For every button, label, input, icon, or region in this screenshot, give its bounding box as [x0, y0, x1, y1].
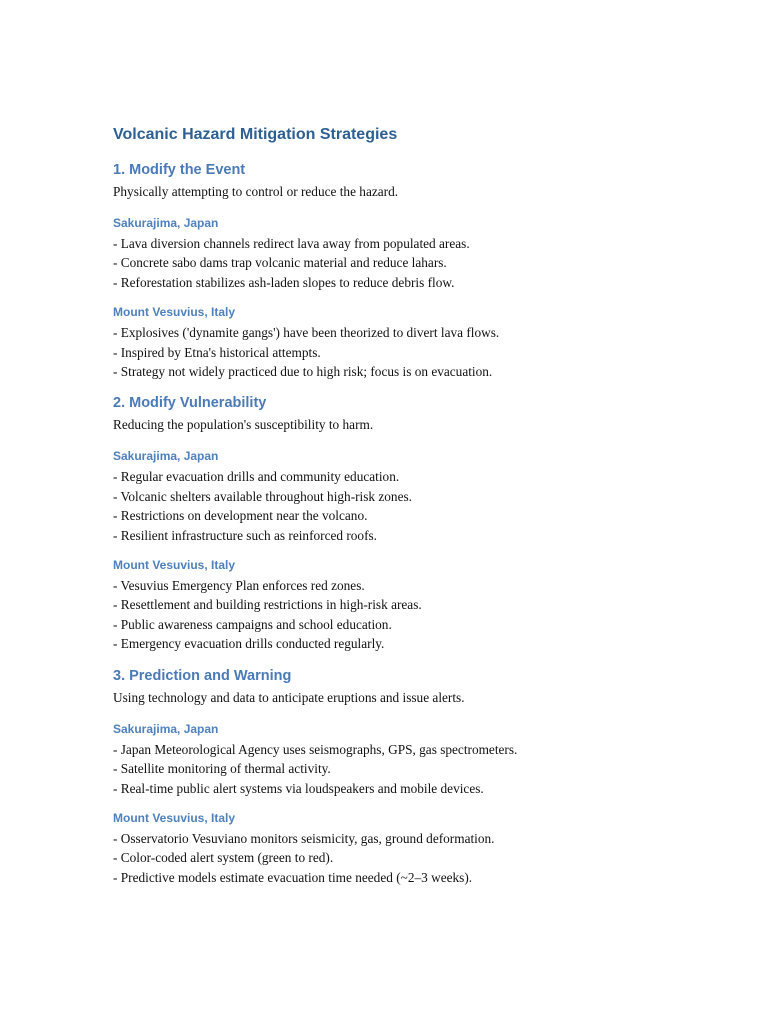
section-intro: Physically attempting to control or reduce the hazard. [113, 184, 399, 199]
bullet-point: - Resilient infrastructure such as reinforced roofs. [113, 527, 377, 543]
section-heading: 2. Modify Vulnerability [113, 395, 267, 412]
bullet-point: - Color-coded alert system (green to red). [113, 850, 334, 866]
document-page [113, 124, 713, 899]
section [113, 160, 713, 381]
bullet-point: - Osservatorio Vesuviano monitors seismicity, gas, ground deformation. [113, 830, 495, 846]
document-title: Volcanic Hazard Mitigation Strategies [113, 126, 398, 143]
document-body [113, 160, 713, 887]
bullet-point: - Predictive models estimate evacuation time needed (~2–3 weeks). [113, 869, 473, 885]
section [113, 393, 713, 653]
case-study [113, 304, 713, 381]
bullet-point: - Concrete sabo dams trap volcanic material and reduce lahars. [113, 255, 447, 271]
bullet-point: - Lava diversion channels redirect lava away from populated areas. [113, 236, 470, 251]
bullet-point: - Resettlement and building restrictions in high-risk areas. [113, 597, 422, 613]
case-study-location: Mount Vesuvius, Italy [113, 810, 236, 825]
section-heading: 1. Modify the Event [113, 162, 246, 178]
case-study [113, 810, 713, 887]
bullet-point: - Volcanic shelters available throughout high-risk zones. [113, 488, 412, 504]
bullet-point: - Vesuvius Emergency Plan enforces red zones. [113, 578, 365, 594]
bullet-point: - Reforestation stabilizes ash-laden slopes to reduce debris flow. [113, 274, 455, 290]
bullet-point: - Real-time public alert systems via loudspeakers and mobile devices. [113, 780, 484, 796]
section [113, 666, 713, 887]
section-intro: Reducing the population's susceptibility to harm. [113, 417, 374, 433]
bullet-point: - Satellite monitoring of thermal activity. [113, 761, 331, 777]
case-study-location: Mount Vesuvius, Italy [113, 558, 236, 573]
bullet-point: - Japan Meteorological Agency uses seismographs, GPS, gas spectrometers. [113, 741, 518, 757]
bullet-point: - Emergency evacuation drills conducted regularly. [113, 636, 385, 652]
section-heading: 3. Prediction and Warning [113, 667, 292, 684]
case-study [113, 215, 713, 292]
bullet-point: - Strategy not widely practiced due to high risk; focus is on evacuation. [113, 364, 493, 380]
case-study-location: Sakurajima, Japan [113, 721, 219, 736]
bullet-point: - Regular evacuation drills and community education. [113, 469, 400, 485]
case-study [113, 557, 713, 654]
case-study-location: Sakurajima, Japan [113, 449, 219, 464]
bullet-point: - Explosives ('dynamite gangs') have been theorized to divert lava flows. [113, 325, 500, 341]
section-intro: Using technology and data to anticipate eruptions and issue alerts. [113, 689, 465, 705]
case-study-location: Mount Vesuvius, Italy [113, 305, 236, 320]
case-study [113, 721, 713, 798]
bullet-point: - Inspired by Etna's historical attempts. [113, 344, 321, 360]
case-study-location: Sakurajima, Japan [113, 216, 219, 230]
bullet-point: - Public awareness campaigns and school education. [113, 616, 392, 632]
bullet-point: - Restrictions on development near the volcano. [113, 508, 368, 524]
case-study [113, 448, 713, 545]
